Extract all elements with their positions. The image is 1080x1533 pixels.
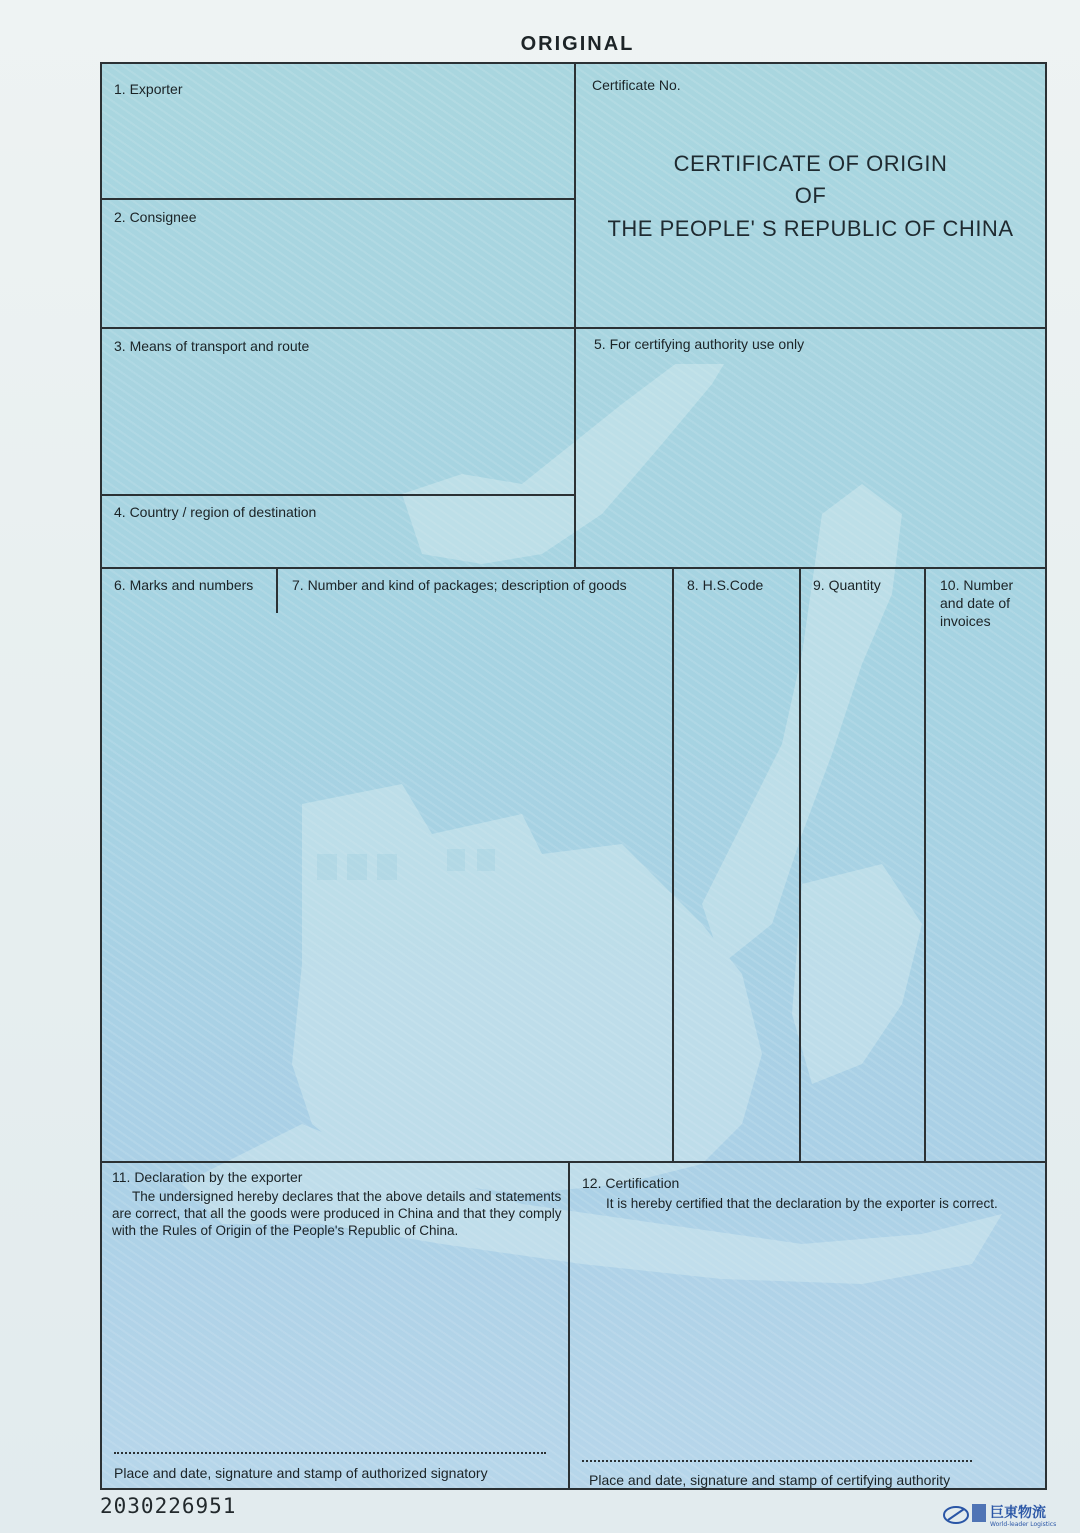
exporter-label: 1. Exporter [114, 81, 183, 97]
invoices-label-line1: 10. Number [940, 577, 1014, 593]
invoices-label-line3: invoices [940, 613, 991, 629]
divider [102, 1161, 1045, 1163]
authority-label: 5. For certifying authority use only [594, 336, 805, 352]
divider [102, 327, 1045, 329]
declaration-title: 11. Declaration by the exporter [112, 1169, 303, 1185]
divider [799, 567, 801, 1161]
serial-number: 2030226951 [100, 1494, 237, 1518]
hscode-label: 8. H.S.Code [687, 577, 764, 593]
certificate-form [100, 62, 1047, 1490]
certificate-title-line3: THE PEOPLE' S REPUBLIC OF CHINA [607, 216, 1014, 241]
divider [276, 567, 278, 613]
declaration-signature-label: Place and date, signature and stamp of authorized signatory [114, 1465, 488, 1481]
consignee-label: 2. Consignee [114, 209, 197, 225]
divider [672, 567, 674, 1161]
original-heading: ORIGINAL [520, 33, 635, 55]
transport-label: 3. Means of transport and route [114, 338, 310, 354]
certification-signature-line [582, 1460, 972, 1462]
marks-label: 6. Marks and numbers [114, 577, 254, 593]
declaration-text-line1: The undersigned hereby declares that the above details and statements [132, 1189, 562, 1204]
certification-text: It is hereby certified that the declaration by the exporter is correct. [606, 1196, 998, 1211]
divider [102, 567, 1045, 569]
declaration-signature-line [114, 1452, 546, 1454]
divider [102, 198, 574, 200]
packages-label: 7. Number and kind of packages; description of goods [292, 577, 627, 593]
quantity-label: 9. Quantity [813, 577, 881, 593]
declaration-text-line3: with the Rules of Origin of the People's Republic of China. [112, 1223, 459, 1238]
destination-label: 4. Country / region of destination [114, 504, 317, 520]
declaration-text-line2: are correct, that all the goods were produced in China and that they comply [112, 1206, 562, 1221]
invoices-label-line2: and date of [940, 595, 1011, 611]
divider [574, 64, 576, 567]
divider [102, 494, 574, 496]
svg-text:巨東物流: 巨東物流 [990, 1505, 1046, 1521]
certificate-title-line2: OF [794, 183, 827, 208]
svg-text:World-leader Logistics: World-leader Logistics [990, 1521, 1057, 1528]
certificate-number-label: Certificate No. [592, 77, 681, 93]
company-logo [942, 1500, 1072, 1528]
divider [924, 567, 926, 1161]
certification-title: 12. Certification [582, 1175, 680, 1191]
certificate-title-line1: CERTIFICATE OF ORIGIN [673, 151, 948, 176]
certification-signature-label: Place and date, signature and stamp of certifying authority [589, 1472, 951, 1488]
